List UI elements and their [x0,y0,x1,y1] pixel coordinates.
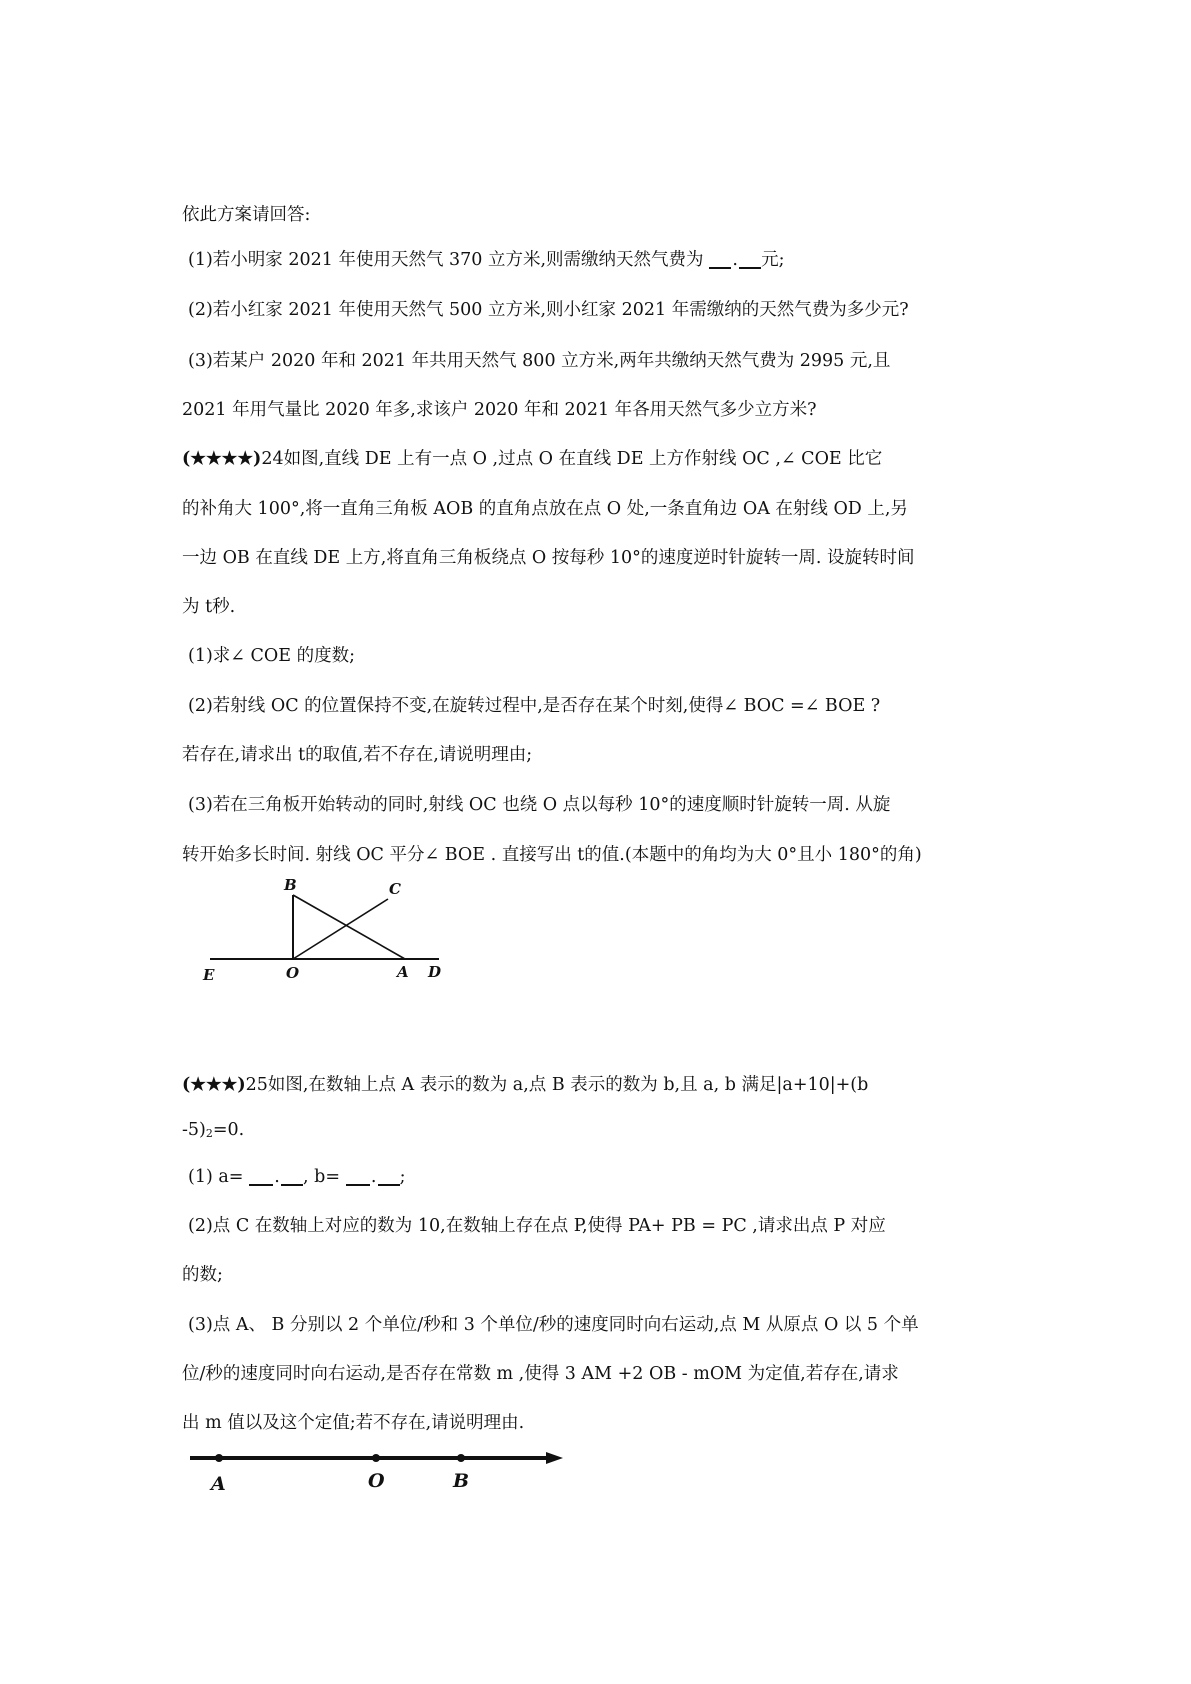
label-o: O [368,1470,385,1492]
q24-line1 [182,447,882,471]
q24-part2-line1: (2)若射线 OC 的位置保持不变,在旋转过程中,是否存在某个时刻,使得∠ BOC =∠ BOE ? [188,696,881,716]
answer-blank [346,1165,370,1189]
q25-eq-right: =0. [212,1120,245,1140]
q24-line4: 为 t秒. [182,597,236,617]
point-a-dot [215,1454,223,1462]
label-a: A [211,1473,226,1495]
label-d: D [428,963,442,981]
label-e: E [203,966,215,984]
label-b: B [284,876,297,894]
label-b: B [453,1470,470,1492]
intro-text: 依此方案请回答: [182,205,311,225]
arrow-icon [546,1452,563,1464]
label-c: C [389,880,401,898]
label-o: O [286,964,300,982]
q24-part1: (1)求∠ COE 的度数; [188,646,355,666]
q24-part3-line2: 转开始多长时间. 射线 OC 平分∠ BOE . 直接写出 t的值.(本题中的角均为大 0°且小 180°的角) [182,845,922,865]
q23-part1: (1)若小明家 2021 年使用天然气 370 立方米,则需缴纳天然气费为 . 元; [188,250,785,270]
angle-figure [180,870,460,990]
q23-part3-line1: (3)若某户 2020 年和 2021 年共用天然气 800 立方米,两年共缴纳天然气费为 2995 元,且 [188,351,891,371]
q25-part2-line1: (2)点 C 在数轴上对应的数为 10,在数轴上存在点 P,使得 PA+ PB = PC ,请求出点 P 对应 [188,1216,886,1236]
q25-line1 [182,1073,868,1097]
q23-part1-unit: 元; [761,250,785,270]
q23-part1-text: (1)若小明家 2021 年使用天然气 370 立方米,则需缴纳天然气费为 [188,250,704,270]
point-b-dot [457,1454,465,1462]
q25-line2 [182,1118,244,1146]
q25-exponent: 2 [205,1127,213,1140]
segment-ba [293,895,405,959]
q25-part1-b-label: , b= [303,1167,341,1187]
answer-blank [378,1165,400,1189]
difficulty-stars: (★★★) [182,1075,246,1095]
q23-part3-line2: 2021 年用气量比 2020 年多,求该户 2020 年和 2021 年各用天然气多少立方米? [182,400,817,420]
q25-part1-a-label: (1) a= [188,1167,244,1187]
answer-blank [739,248,761,272]
q25-text: 25如图,在数轴上点 A 表示的数为 a,点 B 表示的数为 b,且 a, b 满足|a+10|+(b [245,1075,869,1095]
point-o-dot [372,1454,380,1462]
q24-line3: 一边 OB 在直线 DE 上方,将直角三角板绕点 O 按每秒 10°的速度逆时针旋转一周. 设旋转时间 [182,548,915,568]
difficulty-stars: (★★★★) [182,449,262,469]
answer-blank [709,248,731,272]
answer-blank [249,1165,273,1189]
q25-part3-line2: 位/秒的速度同时向右运动,是否存在常数 m ,使得 3 AM +2 OB - mOM 为定值,若存在,请求 [182,1364,899,1384]
q25-part1: (1) a= . , b= . ; [188,1167,406,1187]
answer-blank [281,1165,303,1189]
q25-part3-line1: (3)点 A、 B 分别以 2 个单位/秒和 3 个单位/秒的速度同时向右运动,点 M 从原点 O 以 5 个单 [188,1315,919,1335]
q24-part2-line2: 若存在,请求出 t的取值,若不存在,请说明理由; [182,745,533,765]
q25-part2-line2: 的数; [182,1265,223,1285]
q23-part2: (2)若小红家 2021 年使用天然气 500 立方米,则小红家 2021 年需缴纳的天然气费为多少元? [188,300,909,320]
label-a: A [397,963,409,981]
q25-part3-line3: 出 m 值以及这个定值;若不存在,请说明理由. [182,1413,525,1433]
number-line-figure [185,1440,565,1510]
ray-oc [293,899,388,959]
q24-line2: 的补角大 100°,将一直角三角板 AOB 的直角点放在点 O 处,一条直角边 OA 在射线 OD 上,另 [182,499,908,519]
q25-part1-end: ; [399,1167,406,1187]
q24-part3-line1: (3)若在三角板开始转动的同时,射线 OC 也绕 O 点以每秒 10°的速度顺时针旋转一周. 从旋 [188,795,891,815]
q25-eq-left: -5) [182,1120,206,1140]
q24-text: 24如图,直线 DE 上有一点 O ,过点 O 在直线 DE 上方作射线 OC ,∠ COE 比它 [261,449,883,469]
